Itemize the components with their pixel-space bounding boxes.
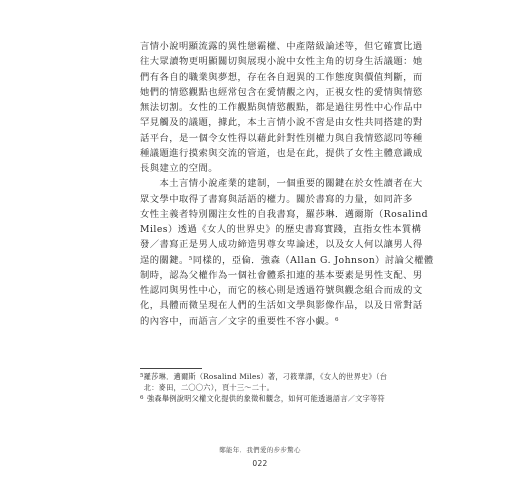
footnote-text: [147, 393, 385, 404]
footnote-text: [144, 371, 387, 393]
footnote-number: 6: [140, 395, 144, 401]
text-line: 言情小說明顯流露的異性戀霸權、中產階級論述等，但它確實比過: [140, 41, 423, 52]
footnote-ref-6[interactable]: 6: [334, 316, 339, 323]
text-line: 她們的情慾觀點也經常包含在愛情觀之內，正視女性的愛情與情慾: [140, 86, 423, 98]
footnotes: [140, 371, 388, 404]
footnote-6: [140, 393, 385, 404]
text-line: [140, 314, 383, 329]
text-line: 性認同與男性中心，而它的核心則是透過符號與觀念組合而成的文: [140, 285, 423, 296]
footnote-5: [140, 371, 388, 393]
footnote-line: 羅莎琳．邁爾斯（Rosalind Miles）著，刁筱華譯，《女人的世界史》（台: [143, 372, 388, 381]
text-line: 往大眾讀物更明顯關切與展現小說中女性主角的切身生活議題：她: [140, 56, 423, 68]
paragraph-2: [140, 176, 434, 329]
page-number: 022: [252, 459, 268, 468]
footnote-ref-5[interactable]: 5: [188, 255, 193, 262]
text-line: 無法切割。女性的工作觀點與情慾觀點，都是過往男性中心作品中: [140, 102, 423, 113]
text-line: 發／書寫正是男人成功締造男尊女卑論述，以及女人何以讓男人得: [140, 239, 423, 251]
text-line: 們有各自的職業與夢想，存在各自迥異的工作態度與價值判斷，而: [140, 71, 423, 83]
footnote-divider: [140, 368, 202, 369]
text-fragment: 的內容中，而語言／文字的重要性不容小覷。: [140, 315, 335, 327]
text-line: [140, 253, 434, 268]
paragraph-1: [140, 39, 423, 176]
text-fragment: 同樣的，亞倫．強森（Allan G. Johnson）討論父權體: [192, 254, 434, 266]
footnote-line: 北：麥田，二〇〇六），頁十三～二十。: [143, 383, 275, 392]
text-line: 女性主義者特別關注女性的自我書寫，羅莎琳．邁爾斯（Rosalind: [140, 208, 429, 220]
footnote-line: 強森舉例說明父權文化提供的象徵和觀念，如何可能透過語言／文字等符: [146, 394, 385, 403]
text-line: 化，具體而微呈現在人們的生活如文學與影像作品，以及日常對話: [140, 300, 423, 312]
text-fragment: 逞的關鍵。: [140, 254, 189, 266]
running-title: 鄭能年．我們愛的步步驚心: [219, 446, 301, 454]
text-line: 本土言情小說產業的建制，一個重要的關鍵在於女性讀者在大: [140, 178, 423, 190]
main-text: [140, 39, 434, 329]
text-line: 罕見觸及的議題，據此，本土言情小說不啻是由女性共同搭建的對: [140, 117, 423, 129]
text-line: 種議題進行摸索與交流的管道，也是在此，提供了女性主體意識成: [140, 147, 423, 159]
text-line: 長與建立的空間。: [140, 163, 218, 174]
text-line: 話平台，是一個令女性得以藉此針對性別權力與自我情慾認同等種: [140, 132, 423, 144]
text-line: 眾文學中取得了書寫與話語的權力。關於書寫的力量，如同許多: [140, 193, 413, 205]
text-line: Miles）透過《女人的世界史》的歷史書寫實踐，直指女性本質構: [140, 224, 422, 235]
text-line: 制時，認為父權作為一個社會體系扣連的基本要素是男性支配、男: [140, 269, 423, 281]
footnote-number: 5: [140, 373, 144, 379]
